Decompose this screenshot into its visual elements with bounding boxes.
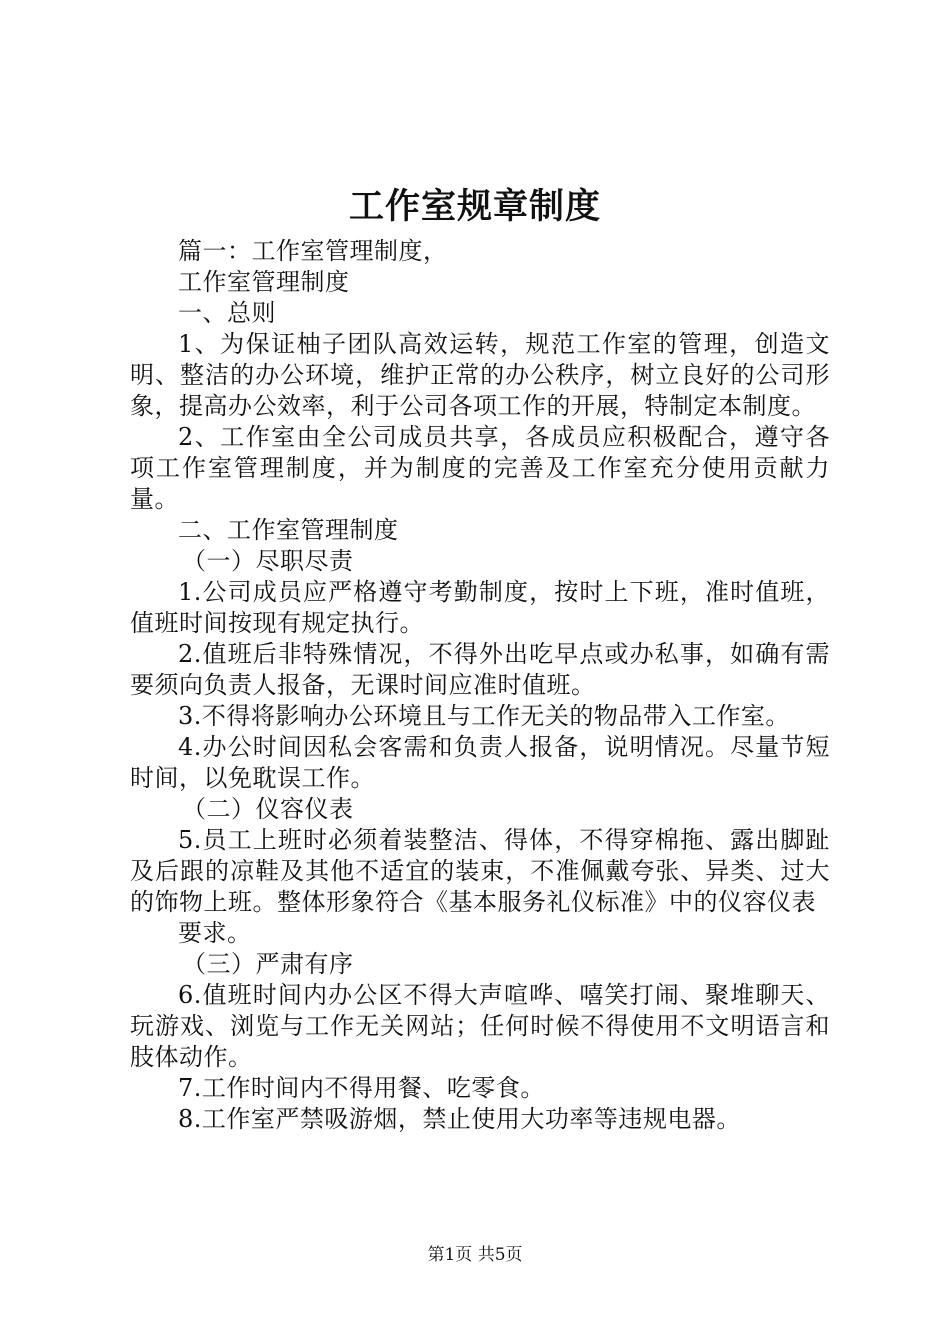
paragraph: 8.工作室严禁吸游烟，禁止使用大功率等违规电器。	[178, 1105, 741, 1133]
section-heading: 一、总则	[178, 299, 276, 327]
paragraph: 6.值班时间内办公区不得大声喧哗、嘻笑打闹、聚堆聊天、玩游戏、浏览与工作无关网站；任何时候不得使用不文明语言和肢体动作。	[130, 981, 830, 1071]
section-heading: 二、工作室管理制度	[178, 516, 399, 544]
paragraph: 2、工作室由全公司成员共享，各成员应积极配合，遵守各项工作室管理制度，并为制度的完善及工作室充分使用贡献力量。	[130, 423, 830, 513]
paragraph-heading: 工作室管理制度	[178, 268, 350, 296]
subsection-heading: （二）仪容仪表	[182, 795, 354, 823]
paragraph: 1.公司成员应严格遵守考勤制度，按时上下班，准时值班，值班时间按现有规定执行。	[130, 578, 830, 637]
subsection-heading: （一）尽职尽责	[182, 547, 354, 575]
paragraph: 1、为保证柚子团队高效运转，规范工作室的管理，创造文明、整洁的办公环境，维护正常的办公秩序，树立良好的公司形象，提高办公效率，利于公司各项工作的开展，特制定本制度。	[130, 330, 830, 420]
document-title: 工作室规章制度	[348, 186, 601, 227]
paragraph: 5.员工上班时必须着装整洁、得体，不得穿棉拖、露出脚趾及后跟的凉鞋及其他不适宜的装束，不准佩戴夸张、异类、过大的饰物上班。整体形象符合《基本服务礼仪标准》中的仪容仪表	[130, 826, 830, 916]
paragraph: 2.值班后非特殊情况，不得外出吃早点或办私事，如确有需要须向负责人报备，无课时间应准时值班。	[130, 640, 830, 699]
subsection-heading: （三）严肃有序	[182, 950, 354, 978]
paragraph: 3.不得将影响办公环境且与工作无关的物品带入工作室。	[178, 702, 790, 730]
paragraph: 7.工作时间内不得用餐、吃零食。	[178, 1074, 545, 1102]
paragraph-intro: 篇一：工作室管理制度，	[178, 237, 448, 265]
paragraph: 要求。	[178, 919, 252, 947]
page-footer: 第1页 共5页	[427, 1245, 523, 1265]
paragraph: 4.办公时间因私会客需和负责人报备，说明情况。尽量节短时间，以免耽误工作。	[130, 733, 830, 792]
document-body	[130, 236, 830, 1135]
